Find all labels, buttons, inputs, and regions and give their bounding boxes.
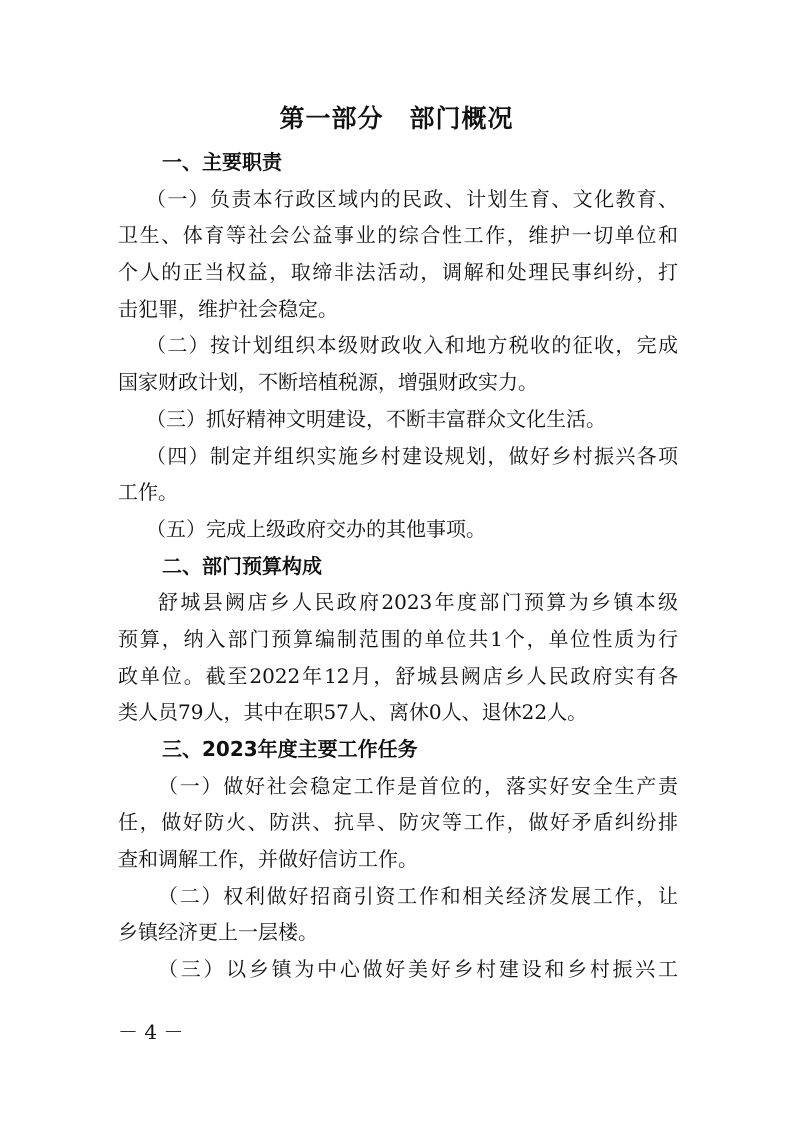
section-heading-budget-composition: 二、部门预算构成 xyxy=(162,553,322,578)
paragraph-task-1 xyxy=(118,768,678,878)
page-number: － 4 － xyxy=(118,1020,184,1044)
paragraph-duty-3 xyxy=(118,401,678,438)
paragraph-duty-5 xyxy=(118,511,678,548)
text-line: 类人员79人，其中在职57人、离休0人、退休22人。 xyxy=(118,700,588,725)
text-line: （四）制定并组织实施乡村建设规划，做好乡村振兴各项 xyxy=(146,443,678,468)
paragraph-task-2 xyxy=(118,878,678,951)
text-line: 查和调解工作，并做好信访工作。 xyxy=(118,847,418,872)
text-line: 工作。 xyxy=(118,480,178,505)
paragraph-budget-composition xyxy=(118,584,678,731)
text-line: （五）完成上级政府交办的其他事项。 xyxy=(146,516,486,541)
text-line: 预算，纳入部门预算编制范围的单位共1个，单位性质为行 xyxy=(118,626,678,651)
paragraph-duty-1 xyxy=(118,181,678,328)
section-heading-duties: 一、主要职责 xyxy=(162,150,282,174)
text-line: 政单位。截至2022年12月，舒城县阙店乡人民政府实有各 xyxy=(118,663,678,688)
text-line: 任，做好防火、防洪、抗旱、防灾等工作，做好矛盾纠纷排 xyxy=(118,810,678,835)
text-line: （一）负责本行政区域内的民政、计划生育、文化教育、 xyxy=(146,186,678,211)
text-line: 卫生、体育等社会公益事业的综合性工作，维护一切单位和 xyxy=(118,223,678,248)
paragraph-duty-4 xyxy=(118,438,678,511)
text-line: 击犯罪，维护社会稳定。 xyxy=(118,296,338,321)
text-line: 国家财政计划，不断培植税源，增强财政实力。 xyxy=(118,370,538,395)
paragraph-duty-2 xyxy=(118,327,678,400)
paragraph-task-3 xyxy=(118,951,678,988)
section-heading-main-tasks: 三、2023年度主要工作任务 xyxy=(162,737,418,761)
text-line: 个人的正当权益，取缔非法活动，调解和处理民事纠纷，打 xyxy=(118,260,678,285)
page-title: 第一部分 部门概况 xyxy=(279,104,514,133)
text-line: 乡镇经济更上一层楼。 xyxy=(118,920,318,945)
text-line: （三）以乡镇为中心做好美好乡村建设和乡村振兴工 xyxy=(158,957,678,982)
document-body xyxy=(118,144,678,988)
text-line: （一）做好社会稳定工作是首位的，落实好安全生产责 xyxy=(158,773,678,798)
text-line: （三）抓好精神文明建设，不断丰富群众文化生活。 xyxy=(146,406,606,431)
text-line: （二）权利做好招商引资工作和相关经济发展工作，让 xyxy=(158,883,678,908)
text-line: （二）按计划组织本级财政收入和地方税收的征收，完成 xyxy=(146,333,678,358)
text-line: 舒城县阙店乡人民政府2023年度部门预算为乡镇本级 xyxy=(158,590,678,615)
